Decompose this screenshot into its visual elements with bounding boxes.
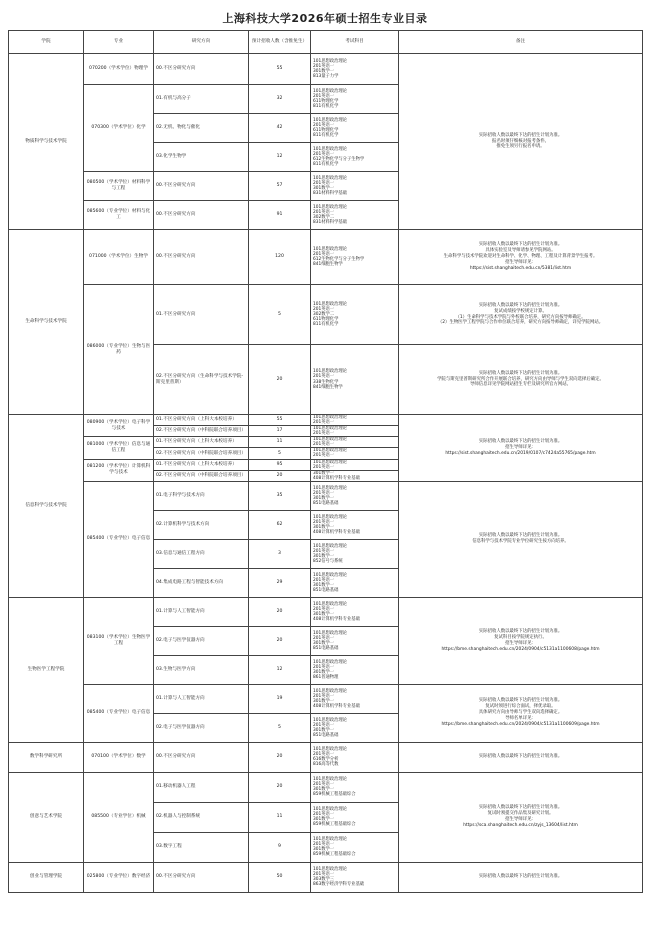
subject-item: 611物理化学 — [313, 128, 339, 133]
subject-item: 201英语一 — [313, 63, 335, 69]
subject-item: 101思想政治理论 — [313, 448, 347, 454]
table-row — [9, 772, 643, 802]
subjects-cell — [311, 568, 399, 597]
quota-cell: 57 — [249, 172, 311, 201]
subject-item: 611物理化学 — [313, 99, 339, 104]
quota-cell: 95 — [249, 459, 311, 470]
subjects-cell — [311, 85, 399, 114]
note-line: 具体研究方向由导师与学生双向选择确定。 — [478, 710, 563, 716]
direction-cell: 02.机器人与控制系统 — [154, 802, 249, 832]
table-row — [9, 285, 643, 345]
direction-cell: 01.移动机器人工程 — [154, 772, 249, 802]
subject-item: 201英语一 — [313, 752, 335, 758]
subject-item: 816高等代数 — [313, 762, 339, 768]
quota-cell: 29 — [249, 568, 311, 597]
subject-item: 101思想政治理论 — [313, 747, 347, 753]
major-cell: 025800（专业学位）数字经济 — [84, 862, 154, 892]
subject-item: 811有机化学 — [313, 162, 339, 168]
major-cell: 085500（专业学位）机械 — [84, 772, 154, 862]
subjects-cell — [311, 655, 399, 684]
note-line: 复试时须提交作品集及研究计划。 — [487, 811, 554, 817]
major-cell: 083100（学术学位）生物医学工程 — [84, 597, 154, 684]
subject-item: 201英语一 — [313, 519, 335, 525]
subject-item: 859机械工程基础综合 — [313, 852, 356, 858]
subjects-cell — [311, 448, 399, 459]
subject-item: 301数学一 — [313, 495, 335, 501]
subject-item: 101思想政治理论 — [313, 572, 347, 578]
subjects-cell — [311, 345, 399, 415]
subjects-cell — [311, 230, 399, 285]
subjects-cell — [311, 713, 399, 742]
note-line: 报名时须仔细核对报考条件。 — [491, 138, 550, 144]
direction-cell: 01.不区分研究方向（上科大本校培养） — [154, 459, 249, 470]
notes-cell — [399, 345, 643, 415]
note-url[interactable]: https://bme.shanghaitech.edu.cn/2024/0904/c5131a1100609/page.htm — [441, 722, 600, 728]
subject-item: 101思想政治理论 — [313, 777, 347, 783]
subject-item: 408计算机学科专业基础 — [313, 529, 360, 535]
subject-item: 101思想政治理论 — [313, 688, 347, 694]
col-major-header: 专业 — [84, 31, 154, 54]
subject-item: 201英语一 — [313, 374, 335, 380]
subjects-cell — [311, 597, 399, 626]
subjects-cell — [311, 481, 399, 510]
subjects-cell — [311, 832, 399, 862]
subject-item: 201英语一 — [313, 577, 335, 583]
subject-item: 101思想政治理论 — [313, 459, 347, 465]
subject-item: 201英语一 — [313, 722, 335, 728]
table-row — [9, 230, 643, 285]
subjects-cell — [311, 862, 399, 892]
subjects-cell — [311, 415, 399, 426]
notes-cell — [399, 684, 643, 742]
quota-cell: 32 — [249, 85, 311, 114]
notes-cell — [399, 862, 643, 892]
school-cell: 信息科学与技术学院 — [9, 415, 84, 598]
catalog-table — [8, 30, 643, 893]
direction-cell: 02.电子与医学仪器方向 — [154, 626, 249, 655]
quota-cell: 62 — [249, 510, 311, 539]
subject-item: 101思想政治理论 — [313, 88, 347, 94]
subject-item: 101思想政治理论 — [313, 543, 347, 549]
subject-item: 851电路基础 — [313, 500, 339, 506]
subject-item: 101思想政治理论 — [313, 601, 347, 607]
direction-cell: 01.不区分研究方向（上科大本校培养） — [154, 415, 249, 426]
direction-cell: 03.数字工程 — [154, 832, 249, 862]
page-title: 上海科技大学2026年硕士招生专业目录 — [222, 12, 428, 25]
table-row — [9, 415, 643, 426]
table-row — [9, 481, 643, 510]
direction-cell: 04.集成电路工程与智能技术方向 — [154, 568, 249, 597]
subjects-cell — [311, 470, 399, 481]
col-direction-header: 研究方向 — [154, 31, 249, 54]
quota-cell: 11 — [249, 437, 311, 448]
quota-cell: 19 — [249, 684, 311, 713]
subject-item: 859机械工程基础综合 — [313, 792, 356, 798]
notes-cell — [399, 285, 643, 345]
note-line: 实际招收人数以最终下达的招生计划为准。 — [478, 805, 563, 811]
subject-item: 301数学一 — [313, 640, 335, 646]
subject-item: 201英语一 — [313, 442, 335, 448]
col-notes-header: 备注 — [399, 31, 643, 54]
subject-item: 101思想政治理论 — [313, 175, 347, 181]
quota-cell: 20 — [249, 742, 311, 772]
subject-item: 201英语一 — [313, 635, 335, 641]
subject-item: 841细胞生物学 — [313, 262, 343, 268]
table-row — [9, 742, 643, 772]
major-cell: 080900（学术学位）电子科学与技术 — [84, 415, 154, 437]
quota-cell: 42 — [249, 114, 311, 143]
subjects-cell — [311, 143, 399, 172]
note-url[interactable]: https://sist.shanghaitech.edu.cn/5381/list.htm — [469, 265, 572, 271]
school-cell: 生命科学与技术学院 — [9, 230, 84, 415]
direction-cell: 00.不区分研究方向 — [154, 862, 249, 892]
subject-item: 851电路基础 — [313, 732, 339, 738]
subject-item: 101思想政治理论 — [313, 117, 347, 123]
subject-item: 101思想政治理论 — [313, 630, 347, 636]
major-cell: 081000（学术学位）信息与通信工程 — [84, 437, 154, 459]
quota-cell: 20 — [249, 345, 311, 415]
table-row — [9, 597, 643, 626]
subject-item: 408计算机学科专业基础 — [313, 616, 360, 622]
subjects-cell — [311, 437, 399, 448]
subject-item: 201英语一 — [313, 812, 335, 818]
major-cell: 085400（专业学位）电子信息 — [84, 684, 154, 742]
subject-item: 201英语一 — [313, 209, 335, 215]
note-line: 招生导师详见： — [505, 817, 536, 823]
subject-item: 301数学一 — [313, 553, 335, 559]
quota-cell: 55 — [249, 415, 311, 426]
note-line: 实际招收人数以最终下达的招生计划为准。 — [478, 302, 563, 308]
note-line: 实际招收人数以最终下达的招生计划为准。 — [478, 628, 563, 634]
subject-item: 101思想政治理论 — [313, 415, 347, 420]
direction-cell: 02.无机、物化与催化 — [154, 114, 249, 143]
subject-item: 813量子力学 — [313, 74, 339, 80]
note-line: 招生导师详见： — [505, 259, 536, 265]
subject-item: 408计算机学科专业基础 — [313, 475, 360, 481]
subject-item: 101思想政治理论 — [313, 837, 347, 843]
note-line: 实际招收人数以最终下达的招生计划为准。 — [478, 533, 563, 539]
quota-cell: 20 — [249, 772, 311, 802]
subject-item: 201英语一 — [313, 151, 335, 157]
note-line: 实际招收人数以最终下达的招生计划为准。 — [478, 698, 563, 704]
subject-item: 201英语一 — [313, 782, 335, 788]
major-cell: 081200（学术学位）计算机科学与技术 — [84, 459, 154, 481]
subjects-cell — [311, 626, 399, 655]
table-row — [9, 862, 643, 892]
direction-cell: 00.不区分研究方向 — [154, 172, 249, 201]
direction-cell: 02.不区分研究方向（中科院联合培养项目） — [154, 448, 249, 459]
major-cell: 085600（专业学位）材料与化工 — [84, 201, 154, 230]
subject-item: 616数学分析 — [313, 757, 339, 763]
subject-item: 201英语一 — [313, 453, 335, 459]
subjects-cell — [311, 201, 399, 230]
notes-cell — [399, 415, 643, 482]
subject-item: 101思想政治理论 — [313, 58, 347, 64]
note-line: 复试科目按学院规定执行。 — [494, 634, 547, 640]
subject-item: 201英语一 — [313, 122, 335, 128]
school-cell: 物质科学与技术学院 — [9, 54, 84, 230]
notes-cell — [399, 742, 643, 772]
subject-item: 101思想政治理论 — [313, 659, 347, 665]
subject-item: 201英语一 — [313, 490, 335, 496]
quota-cell: 50 — [249, 862, 311, 892]
subject-item: 201英语一 — [313, 420, 335, 426]
quota-cell: 20 — [249, 597, 311, 626]
quota-cell: 5 — [249, 285, 311, 345]
subject-item: 811有机化学 — [313, 133, 339, 139]
note-line: 实际招收人数以最终下达的招生计划为准。 — [478, 132, 563, 138]
subject-item: 852信号与系统 — [313, 558, 343, 564]
subject-item: 101思想政治理论 — [313, 369, 347, 375]
subject-item: 302数学二 — [313, 215, 335, 220]
subject-item: 301数学一 — [313, 470, 335, 476]
major-cell: 071000（学术学位）生物学 — [84, 230, 154, 285]
note-url[interactable]: https://sca.shanghaitech.edu.cn/zyjs_13604/list.htm — [463, 823, 578, 829]
direction-cell: 02.不区分研究方向（生命科学与技术学院-斯克里普斯） — [154, 345, 249, 415]
major-cell: 086000（专业学位）生物与医药 — [84, 285, 154, 415]
quota-cell: 55 — [249, 54, 311, 85]
note-line: 推免生须另行报名申请。 — [496, 144, 545, 150]
direction-cell: 01.计算与人工智能方向 — [154, 684, 249, 713]
subject-item: 201英语一 — [313, 180, 335, 186]
subject-item: 611物理化学 — [313, 317, 339, 323]
notes-cell — [399, 230, 643, 285]
notes-cell — [399, 481, 643, 597]
school-cell: 数学科学研究所 — [9, 742, 84, 772]
quota-cell: 5 — [249, 713, 311, 742]
subject-item: 811有机化学 — [313, 322, 339, 328]
direction-cell: 02.不区分研究方向（中科院联合培养项目） — [154, 426, 249, 437]
subject-item: 101思想政治理论 — [313, 426, 347, 432]
note-line: 复试时须进行综合面试，择优录取。 — [485, 704, 556, 710]
subject-item: 831材料科学基础 — [313, 220, 347, 226]
direction-cell: 03.化学生物学 — [154, 143, 249, 172]
note-line: 学院与斯克里普斯研究所合作开展联合培养，研究方向由导师与学生双向选择后确定。 — [437, 376, 604, 382]
subjects-cell — [311, 172, 399, 201]
subject-item: 101思想政治理论 — [313, 246, 347, 252]
direction-cell: 01.电子科学与技术方向 — [154, 481, 249, 510]
note-line: 生命科学与技术学院欢迎对生命科学、化学、物理、工程及计算背景学生报考。 — [443, 254, 598, 260]
note-line: （2）生物医学工程学院与合作单位联合培养，研究方向按导师确定，详见学院网站。 — [437, 320, 604, 326]
note-line: 招生导师详见： — [505, 640, 536, 646]
subject-item: 831材料科学基础 — [313, 191, 347, 197]
subject-item: 201英语一 — [313, 93, 335, 99]
direction-cell: 02.电子与医学仪器方向 — [154, 713, 249, 742]
subject-item: 851电路基础 — [313, 645, 339, 651]
quota-cell: 9 — [249, 832, 311, 862]
subject-item: 303数学三 — [313, 877, 335, 883]
subject-item: 841细胞生物学 — [313, 384, 343, 390]
subjects-cell — [311, 114, 399, 143]
direction-cell: 01.计算与人工智能方向 — [154, 597, 249, 626]
note-line: 招生导师详见： — [505, 444, 536, 450]
direction-cell: 01.不区分研究方向（上科大本校培养） — [154, 437, 249, 448]
note-line: 导师名单详见： — [505, 716, 536, 722]
subject-item: 612生物化学与分子生物学 — [313, 257, 365, 262]
note-line: 实际招收人数以最终下达的招生计划为准。 — [478, 754, 563, 760]
subject-item: 859机械工程基础综合 — [313, 822, 356, 828]
subject-item: 101思想政治理论 — [313, 514, 347, 520]
quota-cell: 91 — [249, 201, 311, 230]
quota-cell: 11 — [249, 802, 311, 832]
subject-item: 101思想政治理论 — [313, 301, 347, 307]
direction-cell: 03.生物与医学方向 — [154, 655, 249, 684]
table-row — [9, 54, 643, 85]
note-line: （1）生命科学与技术学院与外校联合培养，研究方向按导师确定。 — [455, 314, 586, 320]
subject-item: 101思想政治理论 — [313, 717, 347, 723]
note-line: 信息科学与技术学院专业学位研究生按方向培养。 — [472, 539, 569, 545]
subject-item: 301数学一 — [313, 582, 335, 588]
subject-item: 851电路基础 — [313, 587, 339, 593]
subject-item: 301数学一 — [313, 669, 335, 675]
col-subjects-header: 考试科目 — [311, 31, 399, 54]
school-cell: 创意与艺术学院 — [9, 772, 84, 862]
note-line: 实际招收人数以最终下达的招生计划为准。 — [478, 242, 563, 248]
direction-cell: 00.不区分研究方向 — [154, 54, 249, 85]
subject-item: 201英语一 — [313, 693, 335, 699]
subject-item: 338生物化学 — [313, 379, 339, 385]
subjects-cell — [311, 510, 399, 539]
major-cell: 085400（专业学位）电子信息 — [84, 481, 154, 597]
notes-cell — [399, 54, 643, 230]
subject-item: 101思想政治理论 — [313, 807, 347, 813]
direction-cell: 03.信息与通信工程方向 — [154, 539, 249, 568]
direction-cell: 00.不区分研究方向 — [154, 230, 249, 285]
direction-cell: 00.不区分研究方向 — [154, 201, 249, 230]
quota-cell: 17 — [249, 426, 311, 437]
subject-item: 201英语一 — [313, 251, 335, 257]
notes-cell — [399, 597, 643, 684]
quota-cell: 20 — [249, 626, 311, 655]
subject-item: 101思想政治理论 — [313, 146, 347, 152]
subject-item: 101思想政治理论 — [313, 204, 347, 210]
table-row — [9, 684, 643, 713]
notes-cell — [399, 772, 643, 862]
direction-cell: 01.有机与高分子 — [154, 85, 249, 114]
quota-cell: 35 — [249, 481, 311, 510]
subject-item: 301数学一 — [313, 847, 335, 853]
subject-item: 301数学一 — [313, 69, 335, 74]
direction-cell: 00.不区分研究方向 — [154, 742, 249, 772]
subjects-cell — [311, 285, 399, 345]
subjects-cell — [311, 459, 399, 470]
subjects-cell — [311, 742, 399, 772]
subject-item: 811有机化学 — [313, 104, 339, 110]
direction-cell: 02.计算机科学与技术方向 — [154, 510, 249, 539]
col-quota-header: 预计招收人数（含推免生） — [249, 31, 311, 54]
subject-item: 301数学一 — [313, 698, 335, 704]
subject-item: 612生物化学与分子生物学 — [313, 157, 365, 162]
subject-item: 301数学一 — [313, 817, 335, 823]
header-row — [9, 31, 643, 54]
major-cell: 070100（学术学位）数学 — [84, 742, 154, 772]
note-url[interactable]: https://bme.shanghaitech.edu.cn/2024/0904/c5131a1100608/page.htm — [441, 646, 600, 652]
major-cell: 070300（学术学位）化学 — [84, 85, 154, 172]
subject-item: 302数学二 — [313, 311, 335, 317]
major-cell: 070200（学术学位）物理学 — [84, 54, 154, 85]
subjects-cell — [311, 539, 399, 568]
note-line: 实际招收人数以最终下达的招生计划为准。 — [478, 874, 563, 880]
major-cell: 080500（学术学位）材料科学与工程 — [84, 172, 154, 201]
subjects-cell — [311, 772, 399, 802]
note-line: 实际招收人数以最终下达的招生计划为准。 — [478, 370, 563, 376]
subject-item: 101思想政治理论 — [313, 485, 347, 491]
subject-item: 863数字经济学科专业基础 — [313, 882, 365, 888]
subject-item: 201英语一 — [313, 872, 335, 878]
subject-item: 201英语一 — [313, 306, 335, 312]
subject-item: 861普通物理 — [313, 674, 339, 680]
school-cell: 生物医学工程学院 — [9, 597, 84, 742]
subject-item: 301数学一 — [313, 186, 335, 191]
quota-cell: 3 — [249, 539, 311, 568]
subject-item: 201英语一 — [313, 664, 335, 670]
col-school-header: 学院 — [9, 31, 84, 54]
quota-cell: 20 — [249, 470, 311, 481]
note-line: 具体实验室及导师请参见学院网站。 — [485, 248, 556, 254]
subject-item: 301数学一 — [313, 611, 335, 617]
subjects-cell — [311, 802, 399, 832]
subject-item: 101思想政治理论 — [313, 437, 347, 443]
note-url[interactable]: https://sist.shanghaitech.edu.cn/2019/0107/c7424a55765/page.htm — [445, 450, 596, 456]
subjects-cell — [311, 54, 399, 85]
quota-cell: 12 — [249, 143, 311, 172]
subject-item: 301数学一 — [313, 787, 335, 793]
subject-item: 301数学一 — [313, 524, 335, 530]
note-line: 实际招收人数以最终下达的招生计划为准。 — [478, 438, 563, 444]
direction-cell: 01.不区分研究方向 — [154, 285, 249, 345]
subject-item: 201英语一 — [313, 842, 335, 848]
subject-item: 408计算机学科专业基础 — [313, 703, 360, 709]
subjects-cell — [311, 684, 399, 713]
subject-item: 201英语一 — [313, 464, 335, 470]
direction-cell: 02.不区分研究方向（中科院联合培养项目） — [154, 470, 249, 481]
school-cell: 创业与管理学院 — [9, 862, 84, 892]
subject-item: 201英语一 — [313, 431, 335, 437]
subject-item: 101思想政治理论 — [313, 867, 347, 873]
quota-cell: 12 — [249, 655, 311, 684]
subject-item: 301数学一 — [313, 727, 335, 733]
note-line: 导师信息详见学院网站招生专栏及研究所官方网站。 — [470, 382, 571, 388]
subject-item: 201英语一 — [313, 606, 335, 612]
quota-cell: 5 — [249, 448, 311, 459]
subject-item: 201英语一 — [313, 548, 335, 554]
note-line: 复试成绩按学校规定计算。 — [494, 308, 547, 314]
quota-cell: 120 — [249, 230, 311, 285]
subjects-cell — [311, 426, 399, 437]
